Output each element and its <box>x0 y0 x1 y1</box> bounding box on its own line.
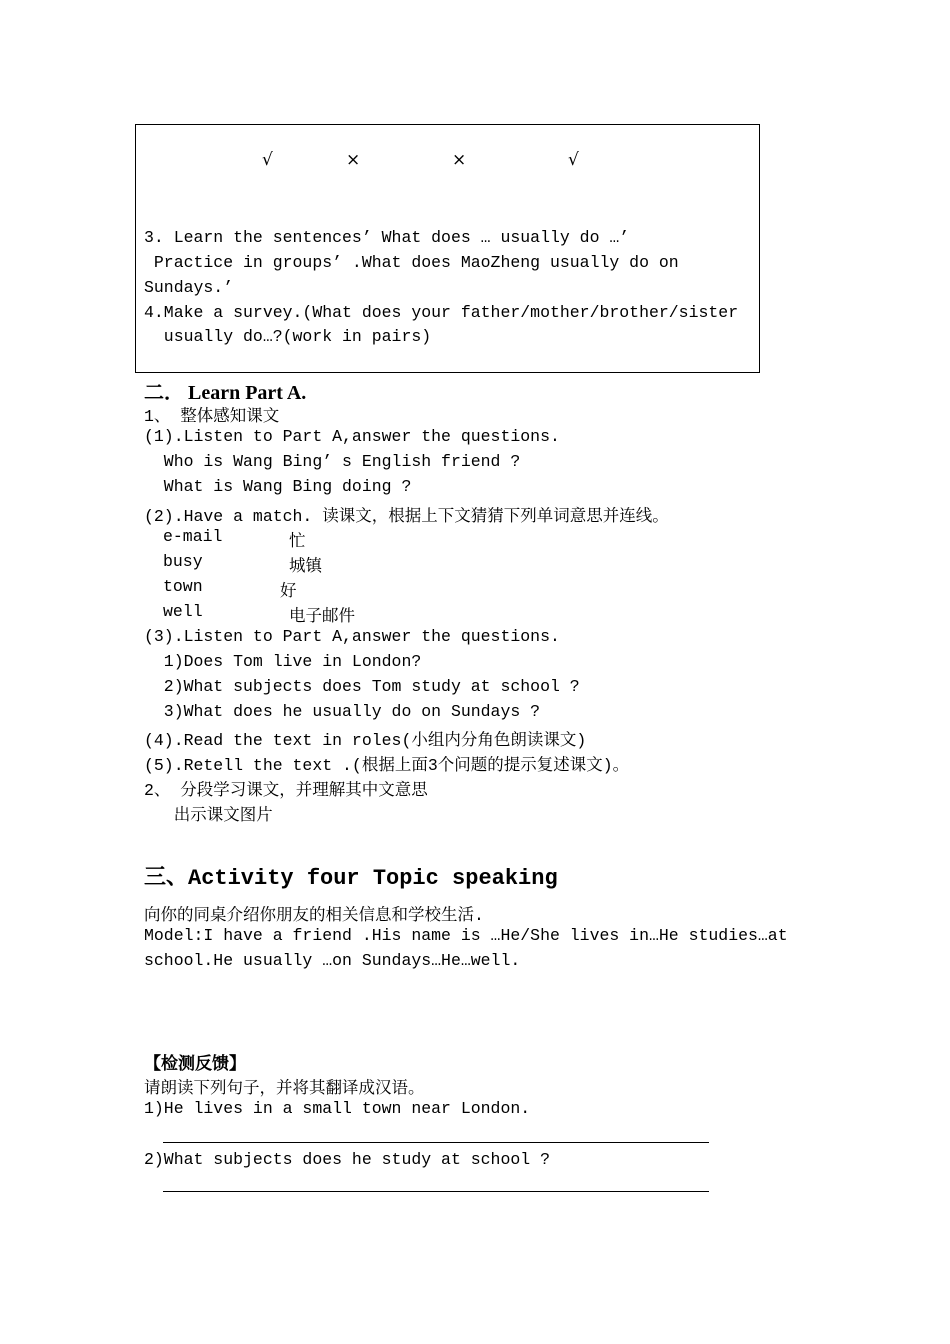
feedback-title: 【检测反馈】 <box>144 1054 246 1074</box>
section3-title: 三、Activity four Topic speaking <box>144 866 558 891</box>
section2-line-1: 1、 整体感知课文 <box>144 407 280 426</box>
match-meaning-3: 好 <box>280 582 297 601</box>
answer-line-2[interactable] <box>163 1191 709 1192</box>
section3-line-2: Model:I have a friend .His name is …He/She lives in…He studies…at <box>144 926 788 945</box>
section3-line-1: 向你的同桌介绍你朋友的相关信息和学校生活. <box>144 906 484 925</box>
section2-line-3: Who is Wang Bing’ s English friend ? <box>144 452 521 471</box>
section2-line-4: What is Wang Bing doing ? <box>144 477 412 496</box>
section2-line-11: (5).Retell the text .(根据上面3个问题的提示复述课文)。 <box>144 756 630 775</box>
match-word-1: e-mail <box>163 527 223 546</box>
check-mark-1: √ <box>262 150 273 170</box>
section2-line-13: 出示课文图片 <box>144 806 273 825</box>
feedback-question-1: 1)He lives in a small town near London. <box>144 1099 531 1118</box>
check-mark-2: √ <box>568 150 579 170</box>
section2-title: Learn Part A. <box>188 382 307 404</box>
feedback-instruction: 请朗读下列句子，并将其翻译成汉语。 <box>144 1079 425 1098</box>
cross-mark-1: × <box>346 150 361 170</box>
feedback-question-2: 2)What subjects does he study at school ? <box>144 1150 550 1169</box>
match-word-2: busy <box>163 552 203 571</box>
box-line-5: usually do…?(work in pairs) <box>144 327 432 346</box>
box-line-2: Practice in groups’ .What does MaoZheng usually do on <box>144 253 679 272</box>
box-line-4: 4.Make a survey.(What does your father/mother/brother/sister <box>144 303 739 322</box>
box-line-1: 3. Learn the sentences’ What does … usually do …’ <box>144 228 630 247</box>
section3-line-3: school.He usually …on Sundays…He…well. <box>144 951 521 970</box>
match-meaning-4: 电子邮件 <box>289 607 355 626</box>
section2-line-7: 1)Does Tom live in London? <box>144 652 422 671</box>
section2-line-9: 3)What does he usually do on Sundays ? <box>144 702 541 721</box>
match-word-4: well <box>163 602 203 621</box>
cross-mark-2: × <box>452 150 467 170</box>
section2-line-5: (2).Have a match. 读课文，根据上下文猜猜下列单词意思并连线。 <box>144 507 669 526</box>
section2-line-8: 2)What subjects does Tom study at school ? <box>144 677 580 696</box>
section2-line-12: 2、 分段学习课文，并理解其中文意思 <box>144 781 428 800</box>
match-meaning-2: 城镇 <box>289 557 322 576</box>
answer-line-1[interactable] <box>163 1142 709 1143</box>
match-word-3: town <box>163 577 203 596</box>
section2-line-2: (1).Listen to Part A,answer the questions. <box>144 427 560 446</box>
box-line-3: Sundays.’ <box>144 278 234 297</box>
section2-prefix: 二． <box>144 382 184 404</box>
section2-heading <box>144 376 306 405</box>
match-meaning-1: 忙 <box>289 532 306 551</box>
section2-line-10: (4).Read the text in roles(小组内分角色朗读课文) <box>144 731 587 750</box>
section2-line-6: (3).Listen to Part A,answer the questions. <box>144 627 560 646</box>
